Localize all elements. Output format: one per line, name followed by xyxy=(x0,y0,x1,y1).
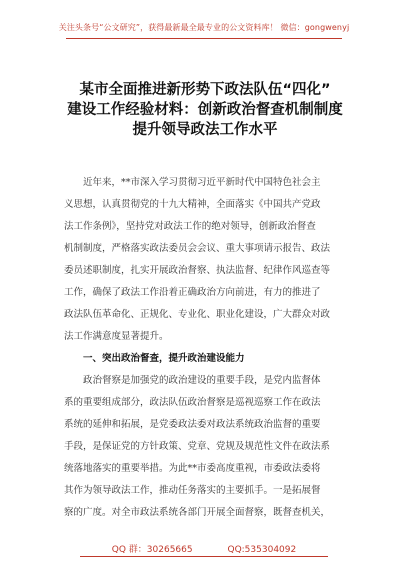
section-line: 系的重要组成部分，政法队伍政治督察是巡视巡察工作在政法 xyxy=(64,397,321,408)
footer-qq-number: QQ:535304092 xyxy=(227,545,297,555)
body-line: 近年来，**市深入学习贯彻习近平新时代中国特色社会主 xyxy=(83,177,321,188)
section-line: 察的广度。对全市政法系统各部门开展全面督察，既督查机关， xyxy=(64,507,331,518)
section-heading: 一、突出政治督查，提升政治建设能力 xyxy=(83,353,245,364)
title-line-1: 某市全面推进新形势下政法队伍“四化” xyxy=(79,82,331,98)
section-line: 统落地落实的重要举措。为此**市委高度重视，市委政法委将 xyxy=(64,463,321,474)
section-line: 系统的延伸和拓展，是党委政法委对政法系统政治监督的重要 xyxy=(64,419,321,430)
body-line: 机制制度，严格落实政法委员会会议、重大事项请示报告、政法 xyxy=(64,243,331,254)
title-line-2: 建设工作经验材料：创新政治督查机制制度 xyxy=(67,102,343,118)
document-body xyxy=(64,172,348,524)
section-line: 政治督察是加强党的政治建设的重要手段，是党内监督体 xyxy=(83,375,321,386)
footer-divider xyxy=(80,556,328,557)
section-line: 其作为领导政法工作，推动任务落实的主要抓手。一是拓展督 xyxy=(64,485,321,496)
footer-qq-group: QQ 群：30265665 xyxy=(111,545,193,555)
body-line: 工作，确保了政法工作沿着正确政治方向前进，有力的推进了 xyxy=(64,287,321,298)
header-divider xyxy=(66,38,342,39)
section-line: 手段，是保证党的方针政策、党章、党规及规范性文件在政法系 xyxy=(64,441,331,452)
body-line: 法工作满意度显著提升。 xyxy=(64,331,169,342)
document-title xyxy=(50,80,360,140)
body-line: 委员述职制度，扎实开展政治督察、执法监督、纪律作风巡查等 xyxy=(64,265,331,276)
header-banner: 关注头条号“公文研究”，获得最新最全最专业的公文资料库！ 微信：gongwenyj xyxy=(58,23,350,32)
body-line: 义思想，认真贯彻党的十九大精神，全面落实《中国共产党政 xyxy=(64,199,321,210)
body-line: 法工作条例》，坚持党对政法工作的绝对领导，创新政治督查 xyxy=(64,221,316,232)
title-line-3: 提升领导政法工作水平 xyxy=(132,122,278,138)
footer-contact xyxy=(0,542,408,555)
body-line: 政法队伍革命化、正规化、专业化、职业化建设，广大群众对政 xyxy=(64,309,331,320)
